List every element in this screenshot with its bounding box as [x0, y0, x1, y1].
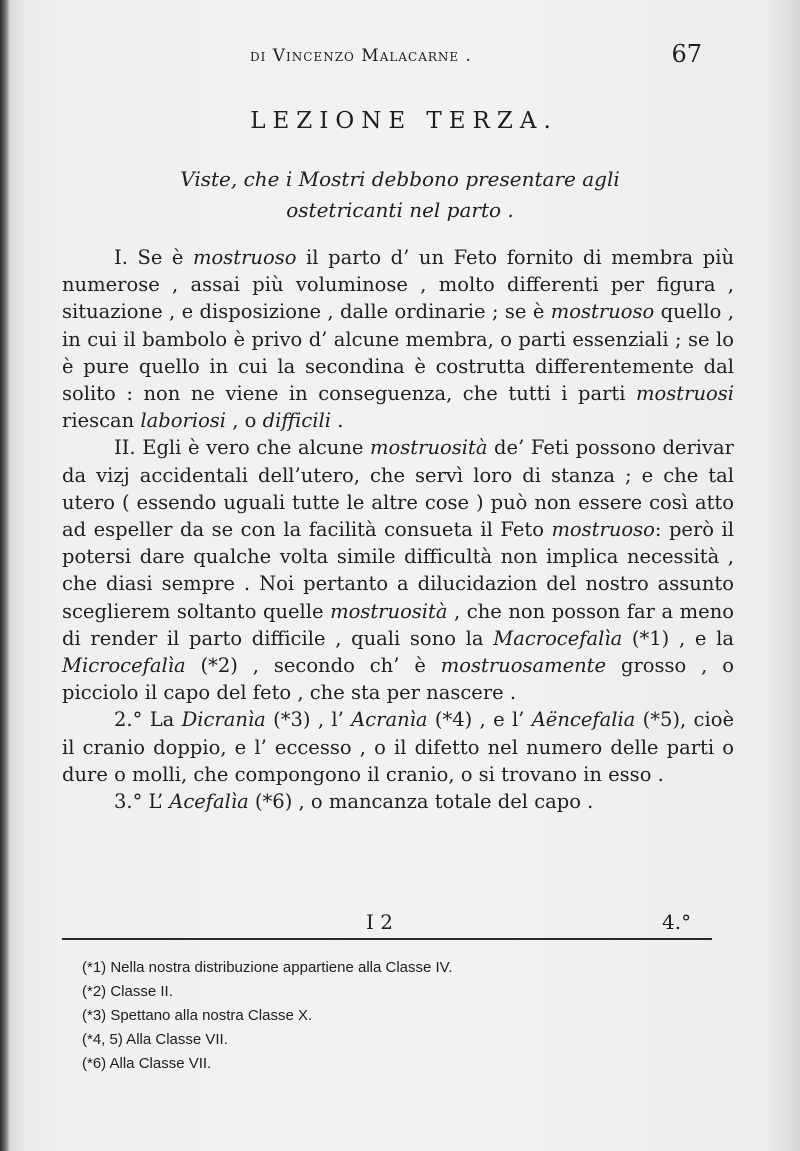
- paragraph: [62, 244, 734, 434]
- text-run: (*3) , l’: [265, 708, 352, 732]
- italic-term: difficili: [262, 409, 332, 433]
- page-spine-shadow: [0, 0, 10, 1151]
- text-run: 2.° La: [114, 708, 182, 732]
- footnote: (*6) Alla Classe VII.: [82, 1055, 212, 1072]
- italic-term: mostruosità: [330, 599, 448, 623]
- text-run: I. Se è: [114, 246, 194, 269]
- footnote: (*1) Nella nostra distribuzione appartiene alla Classe IV.: [82, 959, 453, 976]
- text-run: grosso , o picciolo il capo del feto , che sta per nascere .: [62, 654, 734, 705]
- footnote: (*3) Spettano alla nostra Classe X.: [82, 1007, 313, 1024]
- italic-term: mostruoso: [551, 518, 655, 542]
- italic-term: Acranìa: [351, 708, 428, 732]
- footnotes: [82, 956, 722, 1076]
- paragraph: [62, 434, 734, 706]
- italic-term: mostruoso: [193, 246, 297, 269]
- paragraph: [62, 788, 734, 815]
- paragraph: [62, 706, 734, 788]
- footnote: (*2) Classe II.: [82, 983, 173, 1000]
- text-run: (*5), cioè il cranio doppio, e l’ eccesso , o il difetto nel numero delle parti o dure o molli, che compongono il cranio, o si trovano in esso .: [62, 708, 734, 786]
- text-run: II. Egli è vero che alcune: [114, 436, 371, 460]
- italic-term: Macrocefalìa: [493, 626, 623, 650]
- text-run: .: [331, 409, 344, 433]
- italic-term: Acefalìa: [169, 790, 249, 814]
- text-run: (*4) , e l’: [427, 708, 532, 732]
- text-run: , o: [226, 409, 263, 433]
- running-head: di Vincenzo Malacarne .: [250, 46, 472, 66]
- body-text: [62, 244, 734, 815]
- page-number: 67: [671, 40, 702, 68]
- italic-term: mostruoso: [550, 300, 655, 324]
- footnote-divider: [62, 938, 712, 940]
- lecture-subtitle: Viste, che i Mostri debbono presentare agli ostetricanti nel parto .: [180, 167, 620, 222]
- italic-term: mostruosi: [636, 382, 734, 406]
- text-run: quello , in cui il bambolo è privo d’ alcune membra, o parti essenziali ; se lo è pure quello in cui la secondina è costrutta differentemente dal solito : non ne viene in conseguenza, che tutti i parti: [62, 300, 734, 406]
- text-run: (*1) , e la: [622, 626, 734, 650]
- text-run: 3.° L’: [114, 790, 170, 814]
- italic-term: Microcefalìa: [62, 654, 186, 678]
- italic-term: laboriosi: [140, 409, 227, 433]
- italic-term: mostruosità: [370, 436, 488, 460]
- footnote: (*4, 5) Alla Classe VII.: [82, 1031, 228, 1048]
- signature-mark: I 2: [366, 910, 393, 934]
- italic-term: Aëncefalia: [531, 708, 636, 732]
- italic-term: Dicranìa: [181, 708, 266, 732]
- text-run: , che non posson far a meno di render il parto difficile , quali sono la: [62, 599, 734, 650]
- catchword: 4.°: [662, 910, 692, 934]
- italic-term: mostruosamente: [440, 654, 607, 678]
- text-run: : però il potersi dare qualche volta simile difficultà non implica necessità , che diasi sempre . Noi pertanto a dilucidazion del nostro assunto sceglierem soltanto quelle: [62, 518, 734, 623]
- text-run: (*6) , o mancanza totale del capo .: [248, 790, 594, 814]
- text-run: il parto d’ un Feto fornito di membra più numerose , assai più voluminose , molto differenti per figura , situazione , e disposizione , dalle ordinarie ; se è: [62, 246, 734, 324]
- lecture-title: LEZIONE TERZA.: [250, 108, 558, 134]
- text-run: (*2) , secondo ch’ è: [185, 654, 441, 678]
- text-run: riescan: [62, 409, 141, 433]
- text-run: de’ Feti possono derivar da vizj accidentali dell’utero, che servì loro di stanza ; e che tal utero ( essendo uguali tutte le altre cose ) può non essere così atto ad espeller da se con la facilità consueta il Feto: [62, 436, 734, 542]
